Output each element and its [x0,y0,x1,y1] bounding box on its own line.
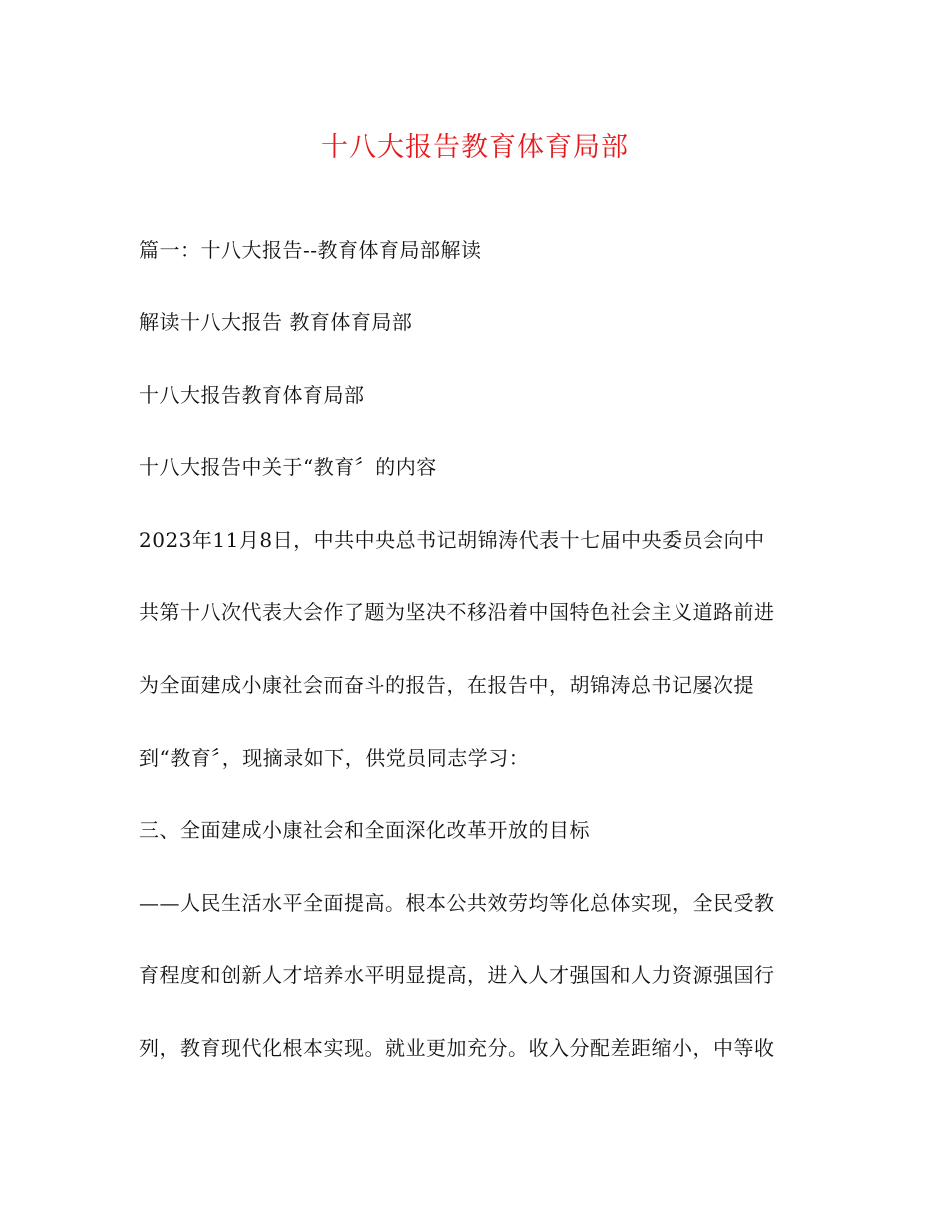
document-line: 十八大报告中关于“教育〞的内容 [139,455,437,479]
document-line: 列，教育现代化根本实现。就业更加充分。收入分配差距缩小，中等收 [139,1036,775,1060]
document-line: 为全面建成小康社会而奋斗的报告，在报告中，胡锦涛总书记屡次提 [139,673,754,697]
document-line: 共第十八次代表大会作了题为坚决不移沿着中国特色社会主义道路前进 [139,600,775,624]
document-line: 三、全面建成小康社会和全面深化改革开放的目标 [139,818,590,842]
document-line: 2023年11月8日，中共中央总书记胡锦涛代表十七届中央委员会向中 [139,528,765,552]
document-line: 十八大报告教育体育局部 [139,383,365,407]
document-line: 育程度和创新人才培养水平明显提高，进入人才强国和人力资源强国行 [139,963,775,987]
document-line: 篇一：十八大报告--教育体育局部解读 [139,238,482,262]
document-line: 到“教育〞，现摘录如下，供党员同志学习： [139,746,530,770]
document-line: ——人民生活水平全面提高。根本公共效劳均等化总体实现，全民受教 [139,891,775,915]
document-title: 十八大报告教育体育局部 [321,132,629,163]
document-line: 解读十八大报告 教育体育局部 [139,310,413,334]
